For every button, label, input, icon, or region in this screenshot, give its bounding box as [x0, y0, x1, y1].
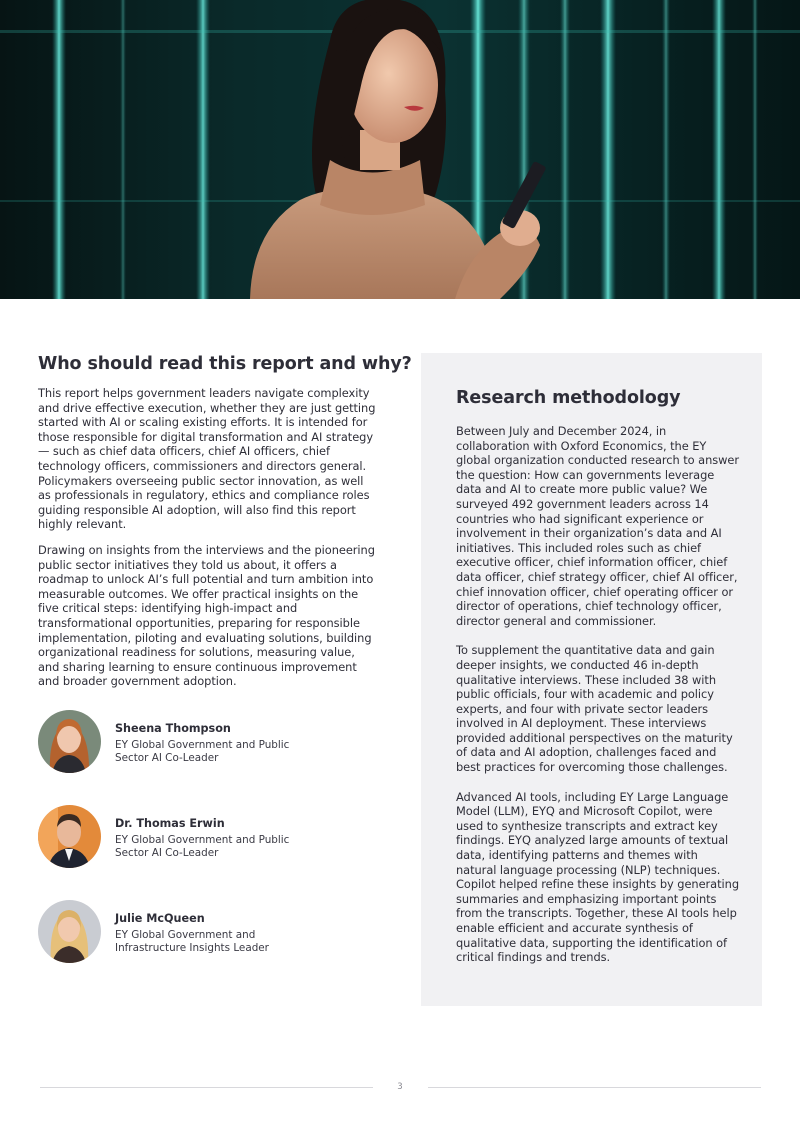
- author-name: Dr. Thomas Erwin: [115, 817, 225, 830]
- authors-list: [38, 710, 378, 995]
- author-card: [38, 710, 378, 774]
- methodology-paragraph-1: Between July and December 2024, in collaboration with Oxford Economics, the EY global organization conducted research to answer the question: How can governments leverage data and AI to create more public value? We surveyed 492 government leaders across 14 countries who had significant experience or involvement in their organization’s data and AI initiatives. This included roles such as chief executive officer, chief information officer, chief data officer, chief strategy officer, chief AI officer, chief innovation officer, chief operating officer or director of operations, chief technology officer, director general and commissioner.: [456, 424, 739, 628]
- portrait-julie-mcqueen: [38, 900, 101, 963]
- author-role: EY Global Government and Infrastructure Insights Leader: [115, 929, 269, 954]
- audience-heading: Who should read this report and why?: [38, 354, 412, 374]
- methodology-heading: Research methodology: [456, 388, 681, 408]
- methodology-content: [456, 388, 741, 965]
- portrait-sheena-thompson: [38, 710, 101, 773]
- author-role: EY Global Government and Public Sector AI Co-Leader: [115, 739, 290, 764]
- page-number: 3: [397, 1082, 403, 1092]
- portrait-thomas-erwin: [38, 805, 101, 868]
- author-name: Sheena Thompson: [115, 722, 231, 735]
- methodology-paragraph-2: To supplement the quantitative data and gain deeper insights, we conducted 46 in-depth qualitative interviews. These included 38 with public officials, four with academic and policy experts, and four with private sector leaders involved in AI deployment. These interviews provided additional perspectives on the maturity of data and AI adoption, challenges faced and best practices for overcoming those challenges.: [456, 643, 733, 775]
- author-card: [38, 900, 378, 964]
- author-card: [38, 805, 378, 869]
- hero-photo: [0, 0, 800, 299]
- audience-section: [38, 354, 412, 689]
- footer-rule-left: [40, 1087, 373, 1088]
- audience-paragraph-1: This report helps government leaders navigate complexity and drive effective execution, whether they are just getting started with AI or scaling existing efforts. It is intended for those responsible for digital transformation and AI strategy — such as chief data officers, chief AI officers, chief technology officers, commissioners and directors general. Policymakers overseeing public sector innovation, as well as professionals in regulatory, ethics and compliance roles guiding responsible AI adoption, will also find this report highly relevant.: [38, 386, 376, 532]
- footer-rule-right: [428, 1087, 761, 1088]
- audience-paragraph-2: Drawing on insights from the interviews and the pioneering public sector initiatives they told us about, it offers a roadmap to unlock AI’s full potential and turn ambition into measurable outcomes. We offer practical insights on the five critical steps: identifying high-impact and transformational opportunities, preparing for responsible implementation, piloting and evaluating solutions, building organizational readiness for solutions, measuring value, and sharing learning to ensure continuous improvement and broader government adoption.: [38, 542, 375, 689]
- methodology-paragraph-3: Advanced AI tools, including EY Large Language Model (LLM), EYQ and Microsoft Copilot, were used to synthesize transcripts and extract key findings. EYQ analyzed large amounts of textual data, identifying patterns and themes with natural language processing (NLP) techniques. Copilot helped refine these insights by generating summaries and emphasizing important points from the transcripts. Together, these AI tools help enable efficient and accurate synthesis of qualitative data, supporting the identification of critical findings and trends.: [456, 789, 739, 965]
- author-name: Julie McQueen: [115, 912, 205, 925]
- author-role: EY Global Government and Public Sector AI Co-Leader: [115, 834, 290, 859]
- methodology-panel: [421, 353, 762, 1006]
- woman-holding-phone-photo: [0, 0, 800, 299]
